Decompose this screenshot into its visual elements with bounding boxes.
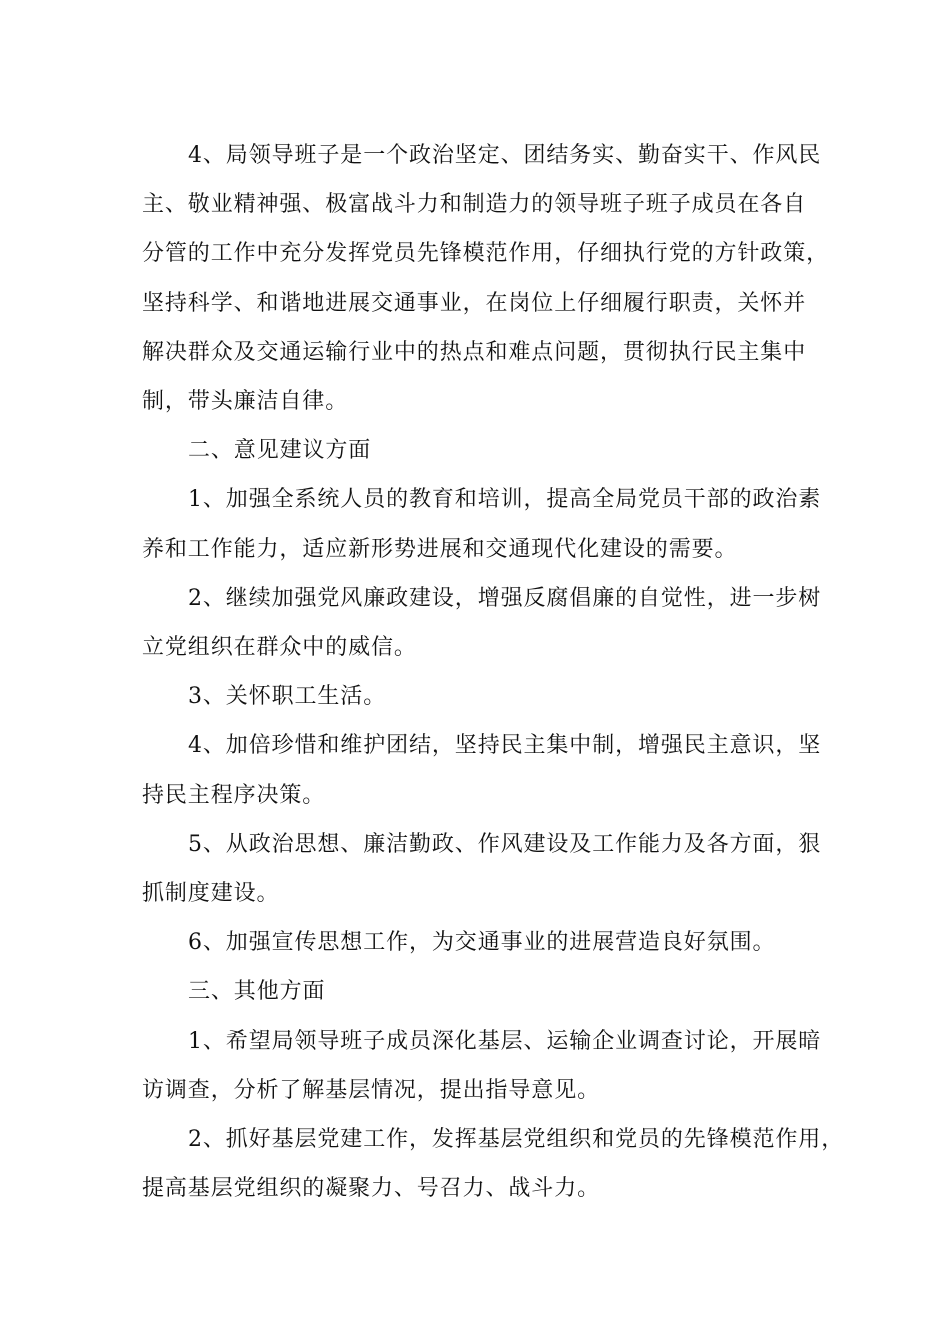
paragraph-suggestion-3 (142, 672, 832, 721)
text-line: 解决群众及交通运输行业中的热点和难点问题，贯彻执行民主集中 (142, 339, 807, 365)
text-line: 2、抓好基层党建工作，发挥基层党组织和党员的先锋模范作用， (188, 1127, 845, 1153)
text-line: 抓制度建设。 (142, 881, 280, 907)
text-line: 6、加强宣传思想工作，为交通事业的进展营造良好氛围。 (188, 930, 776, 956)
text-line: 提高基层党组织的凝聚力、号召力、战斗力。 (142, 1176, 601, 1202)
text-line: 5、从政治思想、廉洁勤政、作风建设及工作能力及各方面，狠 (188, 831, 822, 857)
text-line: 4、局领导班子是一个政治坚定、团结务实、勤奋实干、作风民 (188, 143, 822, 168)
section-heading: 三、其他方面 (188, 979, 326, 1005)
paragraph-suggestion-6 (142, 918, 832, 967)
paragraph-suggestion-4 (142, 721, 832, 819)
text-line: 4、加倍珍惜和维护团结，坚持民主集中制，增强民主意识，坚 (188, 733, 822, 759)
paragraph-other-1 (142, 1017, 832, 1115)
paragraph-leadership-evaluation (142, 131, 832, 426)
paragraph-other-2 (142, 1115, 845, 1213)
text-line: 主、敬业精神强、极富战斗力和制造力的领导班子班子成员在各自 (142, 192, 807, 218)
paragraph-suggestion-5 (142, 820, 832, 918)
text-line: 立党组织在群众中的威信。 (142, 635, 417, 661)
text-line: 持民主程序决策。 (142, 782, 326, 808)
text-line: 养和工作能力，适应新形势进展和交通现代化建设的需要。 (142, 536, 738, 562)
text-line: 2、继续加强党风廉政建设，增强反腐倡廉的自觉性，进一步树 (188, 585, 822, 611)
text-line: 分管的工作中充分发挥党员先锋模范作用，仔细执行党的方针政策， (142, 241, 830, 267)
text-line: 1、希望局领导班子成员深化基层、运输企业调查讨论，开展暗 (188, 1028, 822, 1054)
text-line: 1、加强全系统人员的教育和培训，提高全局党员干部的政治素 (188, 487, 822, 513)
text-line: 制，带头廉洁自律。 (142, 389, 349, 415)
paragraph-suggestion-2 (142, 574, 832, 672)
section-heading: 二、意见建议方面 (188, 438, 372, 464)
section-heading-suggestions (142, 426, 832, 475)
text-line: 3、关怀职工生活。 (188, 684, 387, 710)
section-heading-other (142, 967, 832, 1016)
document-body (142, 131, 845, 1213)
text-line: 访调查，分析了解基层情况，提出指导意见。 (142, 1077, 601, 1103)
paragraph-suggestion-1 (142, 475, 832, 573)
text-line: 坚持科学、和谐地进展交通事业，在岗位上仔细履行职责，关怀并 (142, 290, 807, 316)
